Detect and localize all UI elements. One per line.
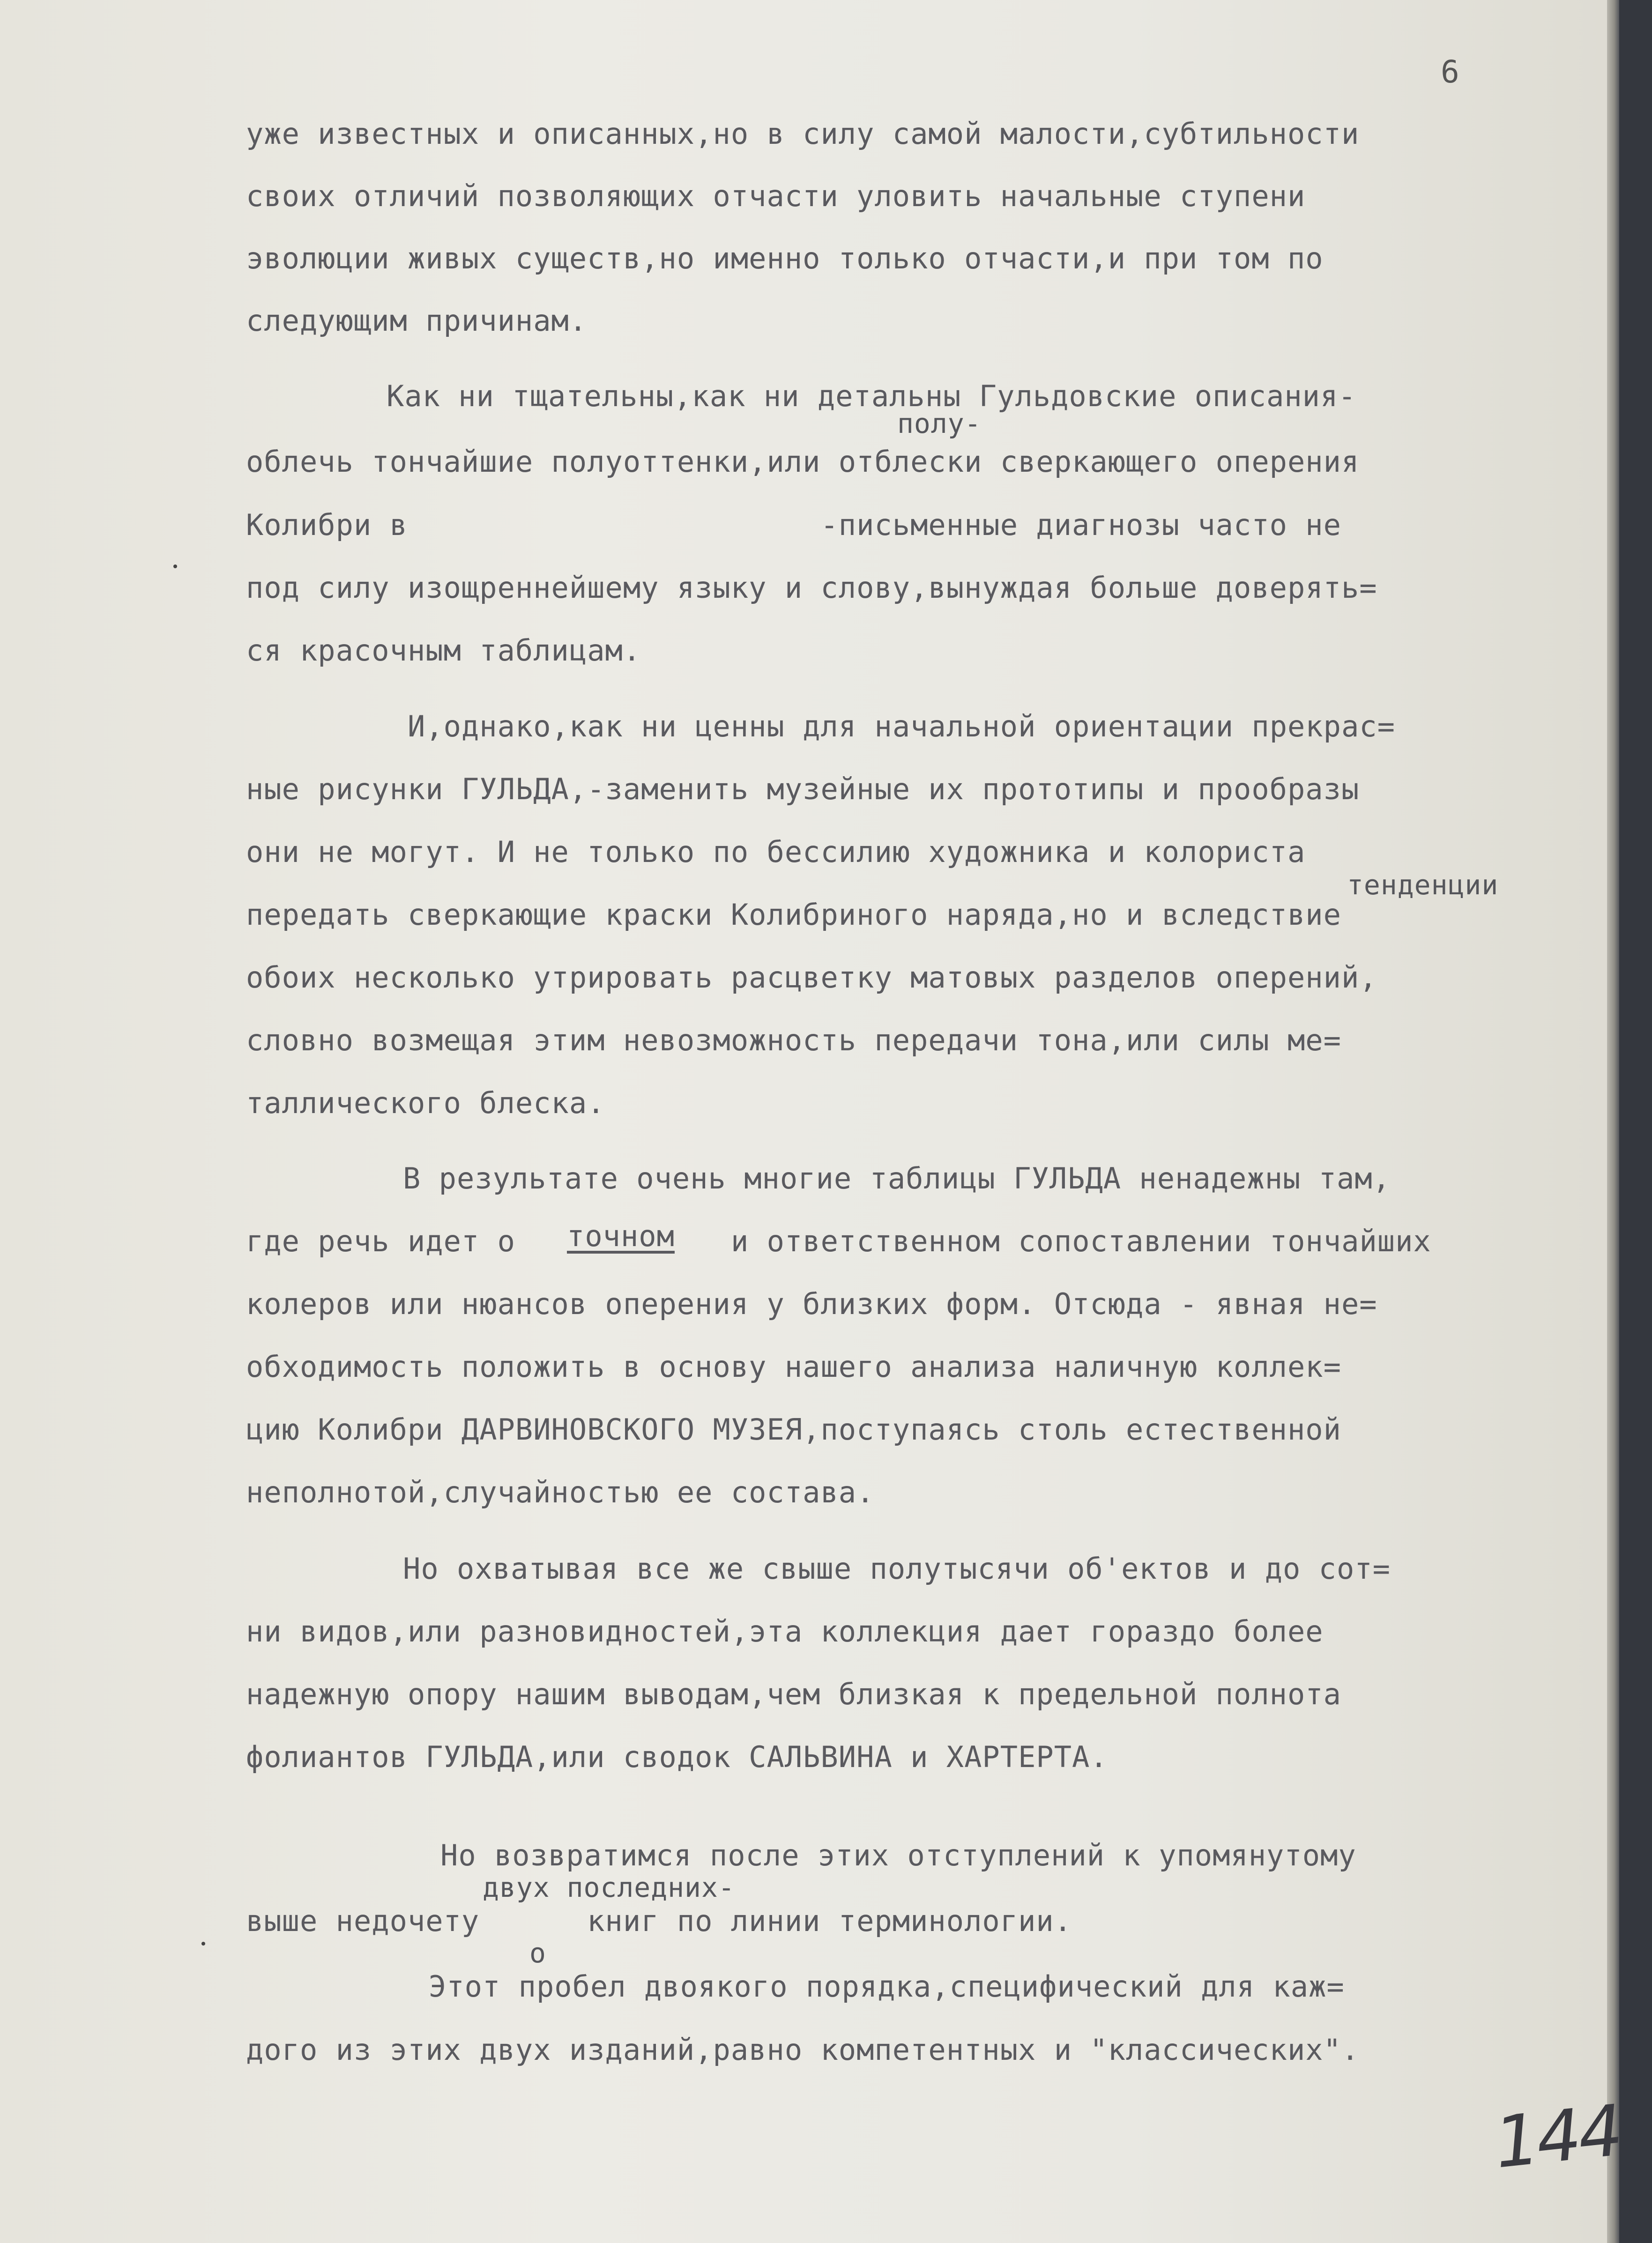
text-line: словно возмещая этим невозможность передачи тона,или силы ме= bbox=[246, 1023, 1341, 1057]
text-line: следующим причинам. bbox=[246, 304, 588, 338]
page-number: 6 bbox=[1441, 54, 1459, 90]
handwritten-insert: полу- bbox=[897, 408, 982, 439]
text-line: фолиантов ГУЛЬДА,или сводок САЛЬВИНА и ХАРТЕРТА. bbox=[246, 1740, 1108, 1774]
text-line: Как ни тщательны,как ни детальны Гульдовские описания- bbox=[387, 379, 1356, 413]
text-line: ные рисунки ГУЛЬДА,-заменить музейные их прототипы и прообразы bbox=[246, 772, 1360, 806]
text-line: цию Колибри ДАРВИНОВСКОГО МУЗЕЯ,поступаясь столь естественной bbox=[246, 1412, 1341, 1447]
text-line: передать сверкающие краски Колибриного наряда,но и вследствие bbox=[246, 898, 1341, 932]
text-line: Колибри в -письменные диагнозы часто не bbox=[246, 508, 1341, 542]
ink-speck bbox=[201, 1942, 205, 1946]
text-line: своих отличий позволяющих отчасти уловить начальные ступени bbox=[246, 179, 1306, 213]
archive-folio-number: 144 bbox=[1490, 2090, 1624, 2184]
text-line: обоих несколько утрировать расцветку матовых разделов оперений, bbox=[246, 960, 1377, 995]
text-line: И,однако,как ни ценны для начальной ориентации прекрас= bbox=[408, 709, 1395, 743]
text-line: В результате очень многие таблицы ГУЛЬДА ненадежны там, bbox=[403, 1161, 1391, 1196]
handwritten-insert: двух последних- bbox=[483, 1872, 735, 1903]
text-line: под силу изощреннейшему языку и слову,вынуждая больше доверять= bbox=[246, 571, 1377, 605]
text-line: Но возвратимся после этих отступлений к упомянутому bbox=[440, 1838, 1356, 1872]
text-line: выше недочету книг по линии терминологии. bbox=[246, 1904, 1072, 1938]
handwritten-insert: тенденции bbox=[1347, 869, 1499, 901]
handwritten-insert: о bbox=[529, 1937, 546, 1969]
text-line: таллического блеска. bbox=[246, 1086, 605, 1120]
text-line: дого из этих двух изданий,равно компетентных и "классических". bbox=[246, 2033, 1360, 2067]
ink-speck bbox=[173, 564, 177, 568]
underlined-word: точном bbox=[567, 1219, 675, 1253]
text-line: где речь идет о bbox=[246, 1224, 515, 1258]
text-line: облечь тончайшие полуоттенки,или отблески сверкающего оперения bbox=[246, 445, 1360, 479]
text-line: и ответственном сопоставлении тончайших bbox=[731, 1224, 1431, 1258]
text-line: колеров или нюансов оперения у близких форм. Отсюда - явная не= bbox=[246, 1287, 1377, 1321]
text-line: надежную опору нашим выводам,чем близкая к предельной полнота bbox=[246, 1677, 1341, 1711]
page-edge bbox=[1607, 0, 1619, 2243]
text-line: ся красочным таблицам. bbox=[246, 633, 641, 668]
text-line: неполнотой,случайностью ее состава. bbox=[246, 1475, 875, 1509]
text-line: эволюции живых существ,но именно только отчасти,и при том по bbox=[246, 241, 1324, 275]
text-line: уже известных и описанных,но в силу самой малости,субтильности bbox=[246, 117, 1360, 151]
text-line: обходимость положить в основу нашего анализа наличную коллек= bbox=[246, 1350, 1341, 1384]
text-line: они не могут. И не только по бессилию художника и колориста bbox=[246, 835, 1306, 869]
text-line: ни видов,или разновидностей,эта коллекция дает гораздо более bbox=[246, 1614, 1324, 1649]
text-line: Но охватывая все же свыше полутысячи об'ектов и до сот= bbox=[403, 1552, 1391, 1586]
text-line: Этот пробел двоякого порядка,специфический для каж= bbox=[429, 1969, 1345, 2004]
